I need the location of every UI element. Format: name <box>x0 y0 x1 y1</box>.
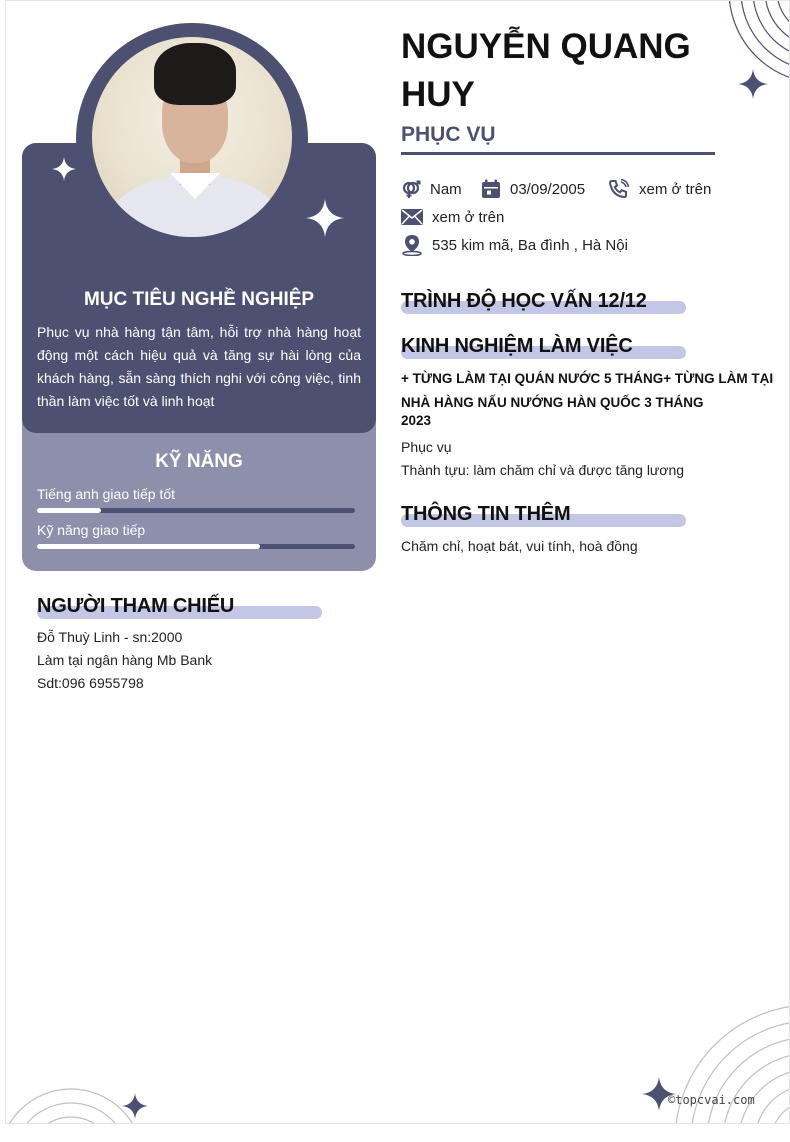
skill-item <box>37 521 355 549</box>
objective-text: Phục vụ nhà hàng tận tâm, hỗi trợ nhà hàng hoạt động một cách hiệu quả và tăng sự hài lòng của khách hàng, sẵn sàng thích nghi với công việc, tinh thần làm việc tốt và linh hoạt <box>37 324 361 409</box>
reference-line: Sdt:096 6955798 <box>37 675 144 691</box>
experience-year: 2023 <box>401 413 432 428</box>
additional-title: THÔNG TIN THÊM <box>401 503 571 525</box>
skills-title: KỸ NĂNG <box>155 451 243 472</box>
skill-bar <box>37 544 355 549</box>
objective-title: MỤC TIÊU NGHỀ NGHIỆP <box>83 289 315 310</box>
address-info <box>401 234 628 256</box>
location-icon <box>401 234 423 256</box>
phone-info <box>608 178 711 200</box>
phone-value: xem ở trên <box>639 180 712 198</box>
address-value: 535 kim mã, Ba đình , Hà Nội <box>432 236 628 254</box>
skill-bar <box>37 508 355 513</box>
candidate-name: NGUYỄN QUANG HUY <box>401 27 691 114</box>
gender-info <box>401 178 462 200</box>
phone-icon <box>608 179 630 199</box>
sparkle-icon <box>122 1093 148 1119</box>
experience-heading <box>401 335 633 359</box>
divider <box>401 152 715 155</box>
avatar <box>92 37 292 237</box>
experience-job: Phục vụ <box>401 439 452 455</box>
experience-role: + TỪNG LÀM TẠI QUÁN NƯỚC 5 THÁNG+ TỪNG LÀM TẠI NHÀ HÀNG NẤU NƯỚNG HÀN QUỐC 3 THÁNG <box>401 371 774 410</box>
references-title: NGƯỜI THAM CHIẾU <box>37 595 235 617</box>
sparkle-icon <box>52 157 76 181</box>
experience-title: KINH NGHIỆM LÀM VIỆC <box>401 335 633 357</box>
skill-item <box>37 485 355 513</box>
sparkle-icon <box>738 69 768 99</box>
gender-icon <box>401 179 421 199</box>
experience-achievement: Thành tựu: làm chăm chỉ và được tăng lương <box>401 462 685 478</box>
reference-line: Đỗ Thuỳ Linh - sn:2000 <box>37 629 183 645</box>
calendar-icon <box>481 179 501 199</box>
gender-value: Nam <box>430 180 462 198</box>
skill-label: Tiếng anh giao tiếp tốt <box>37 486 176 502</box>
additional-text: Chăm chỉ, hoạt bát, vui tính, hoà đồng <box>401 538 638 554</box>
watermark: ©topcvai.com <box>668 1093 755 1107</box>
email-value: xem ở trên <box>432 208 505 226</box>
education-title: TRÌNH ĐỘ HỌC VẤN 12/12 <box>401 290 647 312</box>
email-info <box>401 206 504 228</box>
email-icon <box>401 209 423 225</box>
birthdate-value: 03/09/2005 <box>510 180 586 198</box>
birthdate-info <box>481 178 585 200</box>
sparkle-icon <box>306 199 344 237</box>
skill-label: Kỹ năng giao tiếp <box>37 522 146 538</box>
cv-page <box>5 0 790 1124</box>
references-heading <box>37 595 234 619</box>
reference-line: Làm tại ngân hàng Mb Bank <box>37 652 213 668</box>
education-heading <box>401 290 647 314</box>
position-title: PHỤC VỤ <box>401 123 496 146</box>
additional-heading <box>401 503 570 527</box>
